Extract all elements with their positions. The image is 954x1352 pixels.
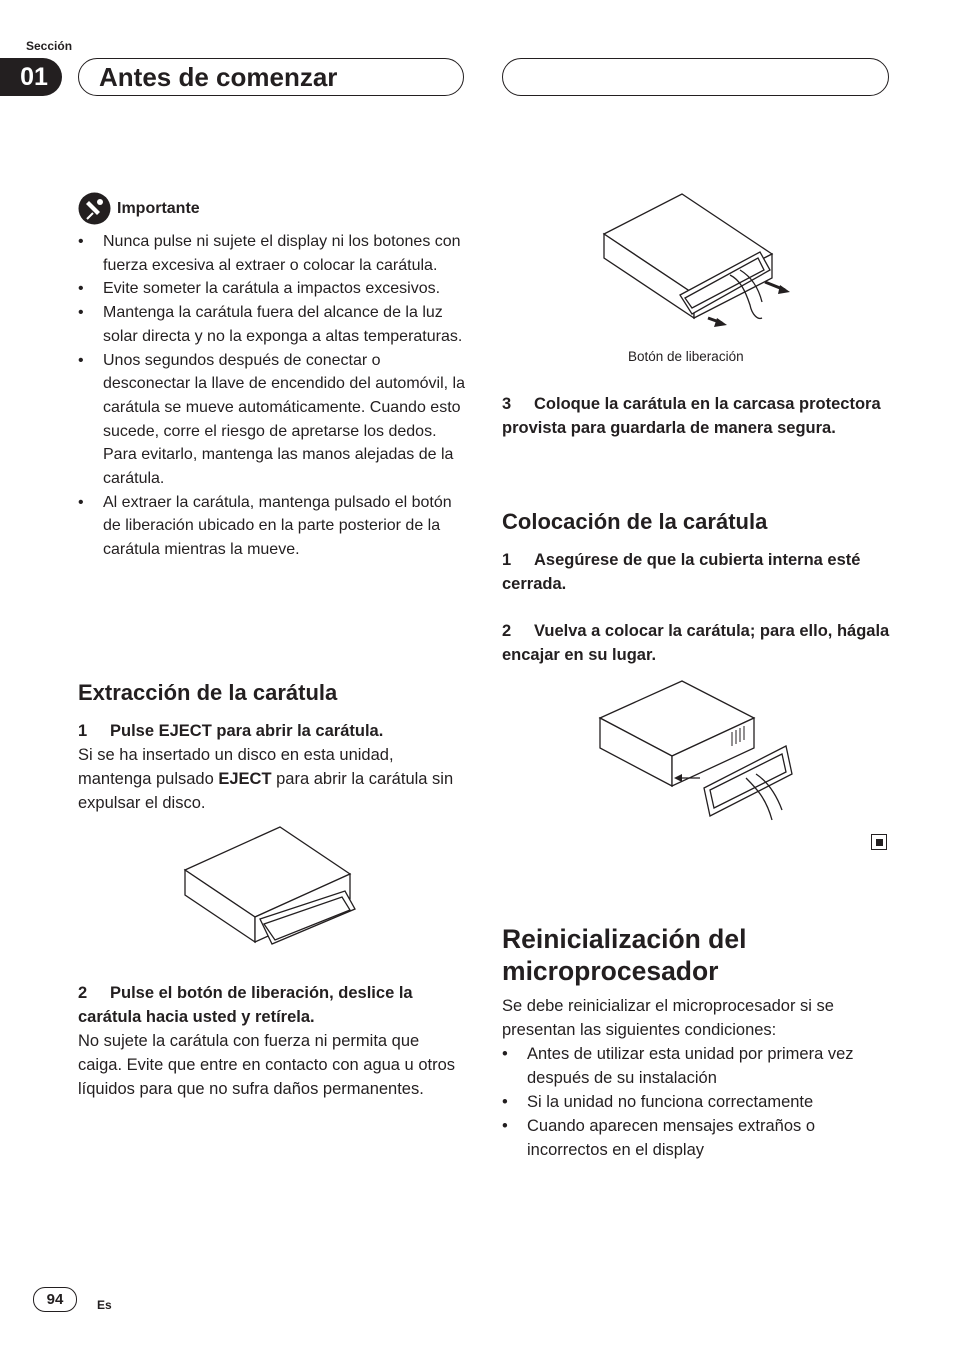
header-empty-pill [502, 58, 889, 96]
extraction-step2 [78, 981, 466, 1101]
step3 [502, 392, 890, 440]
list-item: • Si la unidad no funciona correctamente [502, 1090, 890, 1114]
step-body [78, 743, 466, 815]
section-label: Sección [26, 39, 73, 53]
faceplate-open-illustration [180, 824, 360, 950]
reset-section [502, 994, 890, 1162]
step-text: Pulse EJECT para abrir la carátula. [110, 722, 384, 740]
reset-heading: Reinicialización del microprocesador [502, 924, 747, 986]
step-number: 2 [502, 622, 512, 640]
important-label: Importante [117, 199, 200, 217]
step-body-text: Si se ha insertado un disco en esta unidad, mantenga pulsado [78, 746, 394, 788]
list-item: • Al extraer la carátula, mantenga pulsado el botón de liberación ubicado en la parte posterior de la carátula mientras la mueve. [78, 491, 466, 562]
list-item: • Evite someter la carátula a impactos excesivos. [78, 277, 466, 301]
list-item: • Nunca pulse ni sujete el display ni los botones con fuerza excesiva al extraer o colocar la carátula. [78, 230, 466, 277]
list-item: • Cuando aparecen mensajes extraños o incorrectos en el display [502, 1114, 890, 1162]
language-code: Es [97, 1298, 112, 1312]
step-text: Asegúrese de que la cubierta interna esté cerrada. [502, 551, 861, 593]
step-number: 2 [78, 984, 88, 1002]
list-item: • Antes de utilizar esta unidad por primera vez después de su instalación [502, 1042, 890, 1090]
important-icon [78, 192, 111, 225]
eject-keyword: EJECT [218, 770, 272, 788]
step-text: Pulse el botón de liberación, deslice la carátula hacia usted y retírela. [78, 984, 413, 1026]
faceplate-attach-illustration [596, 678, 796, 826]
step-text: Coloque la carátula en la carcasa protectora provista para guardarla de manera segura. [502, 395, 881, 437]
step-number: 1 [502, 551, 512, 569]
important-list [78, 230, 466, 562]
release-button-caption: Botón de liberación [628, 349, 744, 364]
attach-step1 [502, 548, 890, 596]
reset-intro: Se debe reinicializar el microprocesador si se presentan las siguientes condiciones: [502, 997, 834, 1039]
list-item: • Mantenga la carátula fuera del alcance de la luz solar directa y no la exponga a altas temperaturas. [78, 301, 466, 348]
chapter-title [78, 58, 464, 96]
step-body-text: para abrir la carátula sin expulsar el disco. [78, 770, 454, 812]
attach-heading: Colocación de la carátula [502, 509, 768, 534]
extraction-step1 [78, 719, 466, 815]
list-item: • Unos segundos después de conectar o desconectar la llave de encendido del automóvil, la carátula se mueve automáticamente. Cuando esto sucede, corre el riesgo de apretarse los dedos. Para evitarlo, mantenga las manos alejadas de la carátula. [78, 349, 466, 491]
section-number-badge: 01 [0, 58, 62, 96]
end-mark-icon [871, 834, 887, 850]
step-text: Vuelva a colocar la carátula; para ello, hágala encajar en su lugar. [502, 622, 890, 664]
extraction-heading: Extracción de la carátula [78, 680, 338, 705]
reset-list [502, 1042, 890, 1162]
important-box [78, 192, 466, 562]
page-number: 94 [33, 1287, 77, 1312]
step-body: No sujete la carátula con fuerza ni permita que caiga. Evite que entre en contacto con agua u otros líquidos para que no sufra daños permanentes. [78, 1032, 456, 1098]
release-button-illustration [600, 190, 792, 340]
attach-step2 [502, 619, 890, 667]
step-number: 3 [502, 395, 512, 413]
step-number: 1 [78, 722, 88, 740]
chapter-title-text: Antes de comenzar [99, 61, 338, 92]
